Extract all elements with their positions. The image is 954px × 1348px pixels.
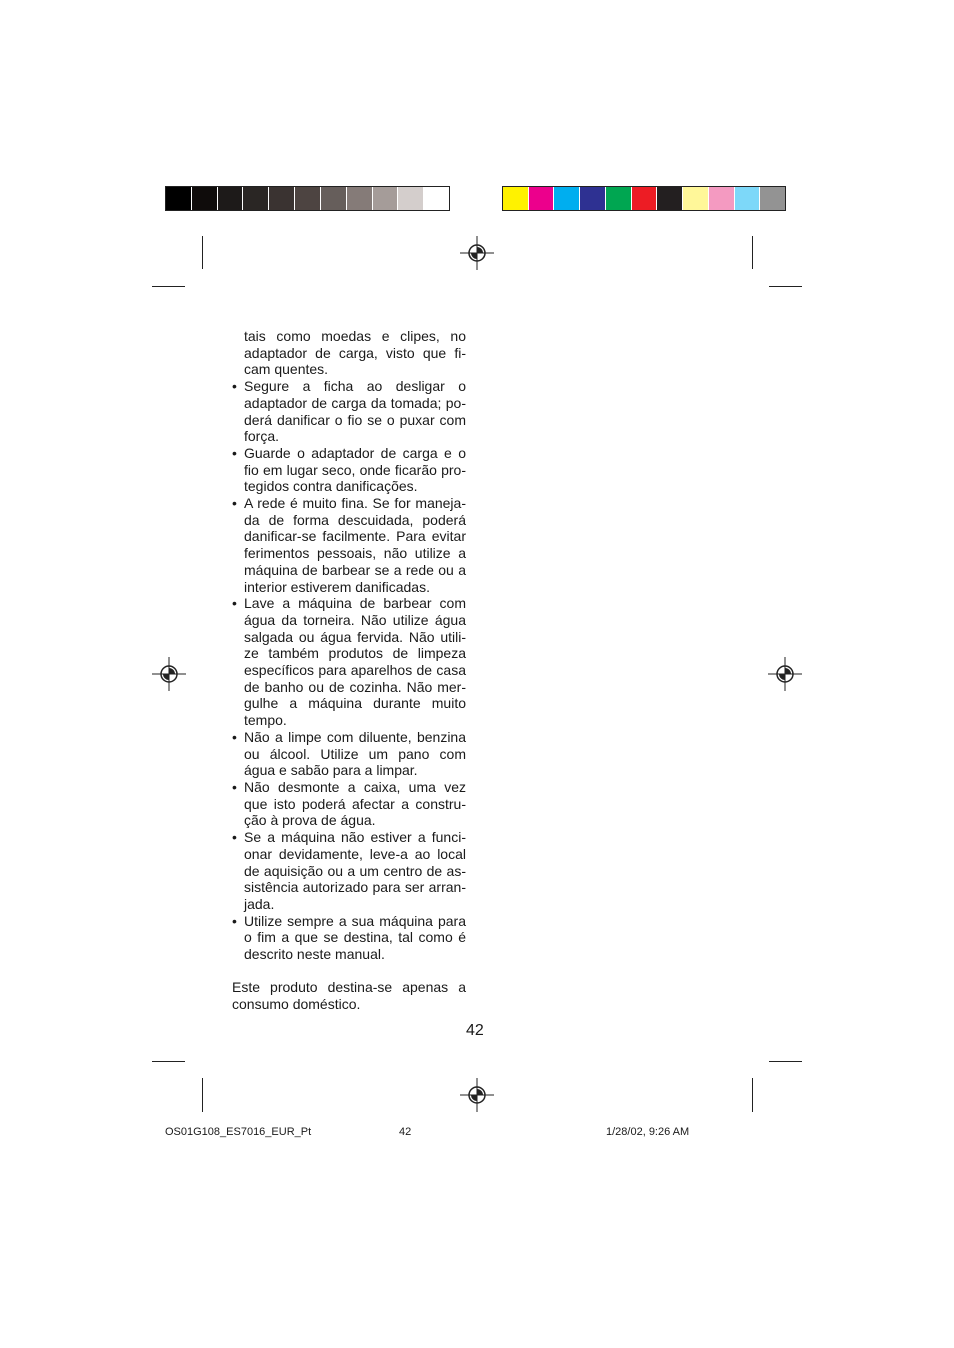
bullet: •: [232, 778, 237, 795]
grayscale-calibration-bar: [165, 186, 450, 211]
list-item: [232, 779, 466, 829]
color-swatch: [166, 187, 192, 210]
crop-mark: [769, 1061, 802, 1062]
registration-mark-icon: [460, 1078, 494, 1112]
color-swatch: [657, 187, 683, 210]
color-swatch: [321, 187, 347, 210]
color-swatch: [554, 187, 580, 210]
list-item-text: Lave a máquina de barbear com água da torneira. Não utilize água salgada ou água fervida. Não utili-ze também produtos de limpeza específicos para aparelhos de casa de banho ou de cozinha. Não mer-gulhe a máquina durante muito tempo.: [244, 595, 466, 729]
safety-list: [232, 378, 466, 963]
color-calibration-bar: [502, 186, 786, 211]
list-item-text: Não desmonte a caixa, uma vez que isto poderá afectar a constru-ção à prova de água.: [244, 778, 466, 829]
color-swatch: [606, 187, 632, 210]
list-item-text: Guarde o adaptador de carga e o fio em lugar seco, onde ficarão pro-tegidos contra danificações.: [244, 444, 466, 495]
color-swatch: [529, 187, 555, 210]
color-swatch: [503, 187, 529, 210]
registration-mark-icon: [152, 657, 186, 691]
color-swatch: [398, 187, 424, 210]
list-item: [232, 595, 466, 729]
bullet: •: [232, 595, 237, 612]
crop-mark: [769, 286, 802, 287]
list-item: [232, 829, 466, 913]
color-swatch: [760, 187, 785, 210]
list-item-text: Segure a ficha ao desligar o adaptador de carga da tomada; po-derá danificar o fio se o puxar com força.: [244, 378, 466, 445]
footer-timestamp: 1/28/02, 9:26 AM: [606, 1126, 690, 1138]
bullet: •: [232, 728, 237, 745]
crop-mark: [202, 236, 203, 269]
bullet: •: [232, 495, 237, 512]
list-item: [232, 445, 466, 495]
list-item-text: Utilize sempre a sua máquina para o fim a que se destina, tal como é descrito neste manual.: [244, 912, 466, 963]
bullet: •: [232, 444, 237, 461]
bullet: •: [232, 912, 237, 929]
page-number: 42: [466, 1022, 484, 1039]
list-item-text: Se a máquina não estiver a funci-onar devidamente, leve-a ao local de aquisição ou a um centro de as-sistência autorizado para ser arran-jada.: [244, 829, 466, 912]
intro-paragraph: tais como moedas e clipes, no adaptador de carga, visto que fi-cam quentes.: [244, 328, 466, 378]
color-swatch: [735, 187, 761, 210]
crop-mark: [152, 1061, 185, 1062]
color-swatch: [192, 187, 218, 210]
color-swatch: [709, 187, 735, 210]
list-item: [232, 378, 466, 445]
color-swatch: [347, 187, 373, 210]
registration-mark-icon: [768, 657, 802, 691]
list-item: [232, 913, 466, 963]
crop-mark: [752, 236, 753, 269]
color-swatch: [269, 187, 295, 210]
list-item: [232, 729, 466, 779]
bullet: •: [232, 378, 237, 395]
color-swatch: [632, 187, 658, 210]
bullet: •: [232, 829, 237, 846]
registration-mark-icon: [460, 236, 494, 270]
color-swatch: [218, 187, 244, 210]
list-item-text: A rede é muito fina. Se for maneja-da de forma descuidada, poderá danificar-se facilmente. Para evitar ferimentos pessoais, não utilize a máquina de barbear se a rede ou a interior estiverem danificadas.: [244, 495, 466, 595]
domestic-use-note: Este produto destina-se apenas a consumo doméstico.: [232, 979, 466, 1013]
color-swatch: [295, 187, 321, 210]
color-swatch: [580, 187, 606, 210]
crop-mark: [202, 1078, 203, 1112]
color-swatch: [373, 187, 399, 210]
color-swatch: [243, 187, 269, 210]
footer-page-number: 42: [399, 1126, 412, 1138]
color-swatch: [683, 187, 709, 210]
text-column: [232, 328, 466, 1013]
footer-file-name: OS01G108_ES7016_EUR_Pt: [165, 1126, 312, 1138]
list-item: [232, 495, 466, 595]
crop-mark: [752, 1078, 753, 1112]
crop-mark: [152, 286, 185, 287]
list-item-text: Não a limpe com diluente, benzina ou álcool. Utilize um pano com água e sabão para a limpar.: [244, 728, 466, 779]
color-swatch: [424, 187, 449, 210]
